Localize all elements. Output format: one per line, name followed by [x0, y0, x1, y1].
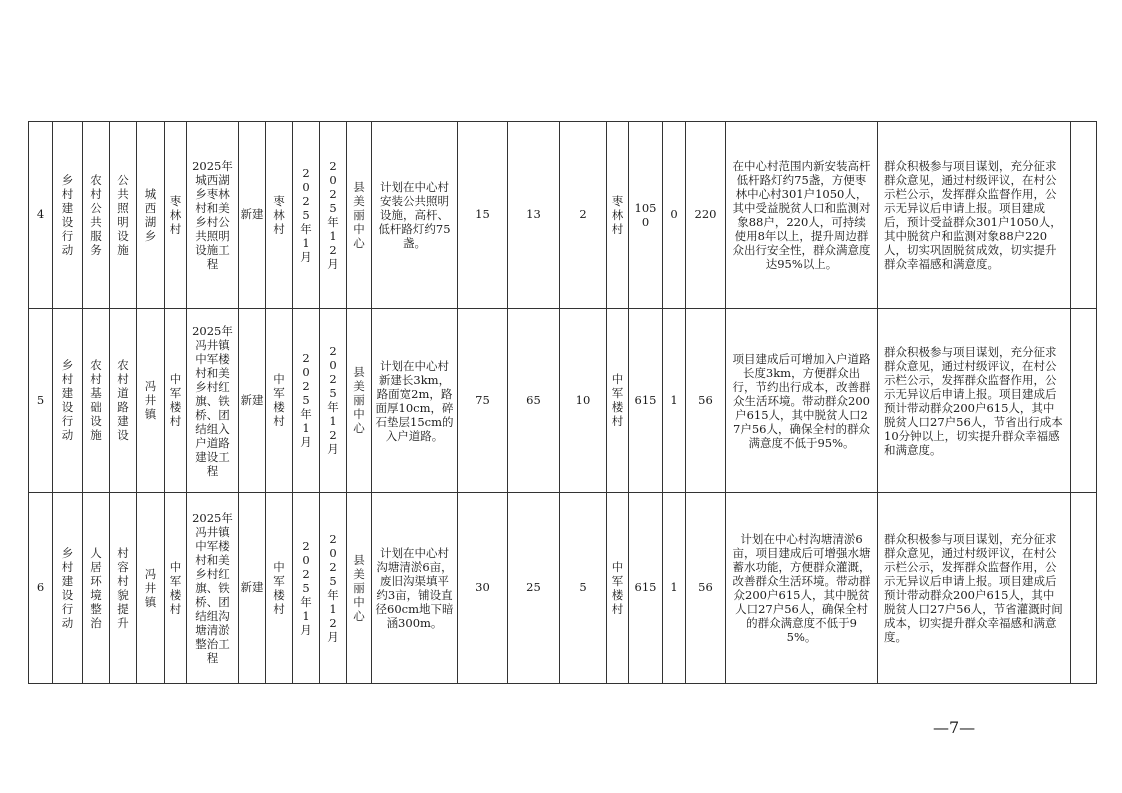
town-cell: 城西湖乡 [137, 122, 165, 309]
category-cell: 乡村建设行动 [53, 122, 83, 309]
project-table [28, 121, 1097, 684]
total-cell: 75 [458, 309, 508, 493]
central-fund-cell: 25 [508, 493, 560, 684]
poor-count-cell: 220 [686, 122, 726, 309]
table-row [29, 493, 1097, 684]
location-cell: 中军楼村 [266, 309, 293, 493]
total-cell: 30 [458, 493, 508, 684]
type-cell: 农村道路建设 [110, 309, 137, 493]
benefit-desc-cell: 计划在中心村沟塘清淤6亩，项目建成后可增强水塘蓄水功能，方便群众灌溉，改善群众生活环境。带动群众200户615人，其中脱贫人口27户56人，确保全村的群众满意度不低于95%。 [726, 493, 878, 684]
other-fund-cell: 5 [560, 493, 607, 684]
remark-cell [1071, 122, 1097, 309]
central-fund-cell: 65 [508, 309, 560, 493]
subcategory-cell: 人居环境整治 [83, 493, 110, 684]
village-cell: 枣林村 [165, 122, 187, 309]
poor-flag-cell: 1 [663, 309, 686, 493]
table-row [29, 309, 1097, 493]
responsible-cell: 县美丽中心 [347, 309, 372, 493]
mechanism-cell: 群众积极参与项目谋划，充分征求群众意见，通过村级评议，在村公示栏公示，发挥群众监督作用，公示无异议后申请上报。项目建成后预计带动群众200户615人，其中脱贫人口27户56人，节省灌溉时间成本，切实提升群众幸福感和满意度。 [878, 493, 1071, 684]
type-cell: 公共照明设施 [110, 122, 137, 309]
start-date-cell: 2025年1月 [293, 493, 320, 684]
mechanism-cell: 群众积极参与项目谋划，充分征求群众意见，通过村级评议，在村公示栏公示，发挥群众监督作用，公示无异议后申请上报。项目建成后，预计受益群众301户1050人，其中脱贫户和监测对象88户220人，切实巩固脱贫成效，切实提升群众幸福感和满意度。 [878, 122, 1071, 309]
nature-cell: 新建 [239, 122, 266, 309]
row-number: 5 [29, 309, 53, 493]
households-cell: 615 [629, 309, 663, 493]
households-cell: 1050 [629, 122, 663, 309]
remark-cell [1071, 309, 1097, 493]
location-cell: 中军楼村 [266, 493, 293, 684]
responsible-cell: 县美丽中心 [347, 122, 372, 309]
start-date-cell: 2025年1月 [293, 122, 320, 309]
other-fund-cell: 2 [560, 122, 607, 309]
project-name-cell: 2025年冯井镇中军楼村和美乡村红旗、铁桥、团结组沟塘清淤整治工程 [187, 493, 239, 684]
subcategory-cell: 农村基础设施 [83, 309, 110, 493]
central-fund-cell: 13 [508, 122, 560, 309]
village-cell: 中军楼村 [165, 309, 187, 493]
benefit-village-cell: 中军楼村 [607, 493, 629, 684]
households-cell: 615 [629, 493, 663, 684]
location-cell: 枣林村 [266, 122, 293, 309]
content-cell: 计划在中心村新建长3km，路面宽2m，路面厚10cm，碎石垫层15cm的入户道路。 [372, 309, 458, 493]
benefit-village-cell: 枣林村 [607, 122, 629, 309]
other-fund-cell: 10 [560, 309, 607, 493]
poor-count-cell: 56 [686, 493, 726, 684]
nature-cell: 新建 [239, 493, 266, 684]
project-name-cell: 2025年冯井镇中军楼村和美乡村红旗、铁桥、团结组入户道路建设工程 [187, 309, 239, 493]
end-date-cell: 2025年12月 [320, 493, 347, 684]
category-cell: 乡村建设行动 [53, 493, 83, 684]
town-cell: 冯井镇 [137, 309, 165, 493]
village-cell: 中军楼村 [165, 493, 187, 684]
start-date-cell: 2025年1月 [293, 309, 320, 493]
end-date-cell: 2025年12月 [320, 122, 347, 309]
subcategory-cell: 农村公共服务 [83, 122, 110, 309]
type-cell: 村容村貌提升 [110, 493, 137, 684]
responsible-cell: 县美丽中心 [347, 493, 372, 684]
remark-cell [1071, 493, 1097, 684]
benefit-village-cell: 中军楼村 [607, 309, 629, 493]
table-row [29, 122, 1097, 309]
benefit-desc-cell: 项目建成后可增加入户道路长度3km，方便群众出行，节约出行成本，改善群众生活环境。带动群众200户615人，其中脱贫人口27户56人，确保全村的群众满意度不低于95%。 [726, 309, 878, 493]
benefit-desc-cell: 在中心村范围内新安装高杆低杆路灯约75盏，方便枣林中心村301户1050人，其中受益脱贫人口和监测对象88户，220人，可持续使用8年以上，提升周边群众出行安全性，群众满意度达95%以上。 [726, 122, 878, 309]
content-cell: 计划在中心村安装公共照明设施，高杆、低杆路灯约75盏。 [372, 122, 458, 309]
town-cell: 冯井镇 [137, 493, 165, 684]
project-name-cell: 2025年城西湖乡枣林村和美乡村公共照明设施工程 [187, 122, 239, 309]
total-cell: 15 [458, 122, 508, 309]
poor-flag-cell: 0 [663, 122, 686, 309]
mechanism-cell: 群众积极参与项目谋划，充分征求群众意见，通过村级评议，在村公示栏公示，发挥群众监督作用，公示无异议后申请上报。项目建成后预计带动群众200户615人，其中脱贫人口27户56人，节省出行成本10分钟以上，切实提升群众幸福感和满意度。 [878, 309, 1071, 493]
end-date-cell: 2025年12月 [320, 309, 347, 493]
row-number: 6 [29, 493, 53, 684]
nature-cell: 新建 [239, 309, 266, 493]
row-number: 4 [29, 122, 53, 309]
page-number: —7— [933, 718, 976, 737]
poor-flag-cell: 1 [663, 493, 686, 684]
poor-count-cell: 56 [686, 309, 726, 493]
content-cell: 计划在中心村沟塘清淤6亩，废旧沟渠填平约3亩，铺设直径60cm地下暗涵300m。 [372, 493, 458, 684]
category-cell: 乡村建设行动 [53, 309, 83, 493]
